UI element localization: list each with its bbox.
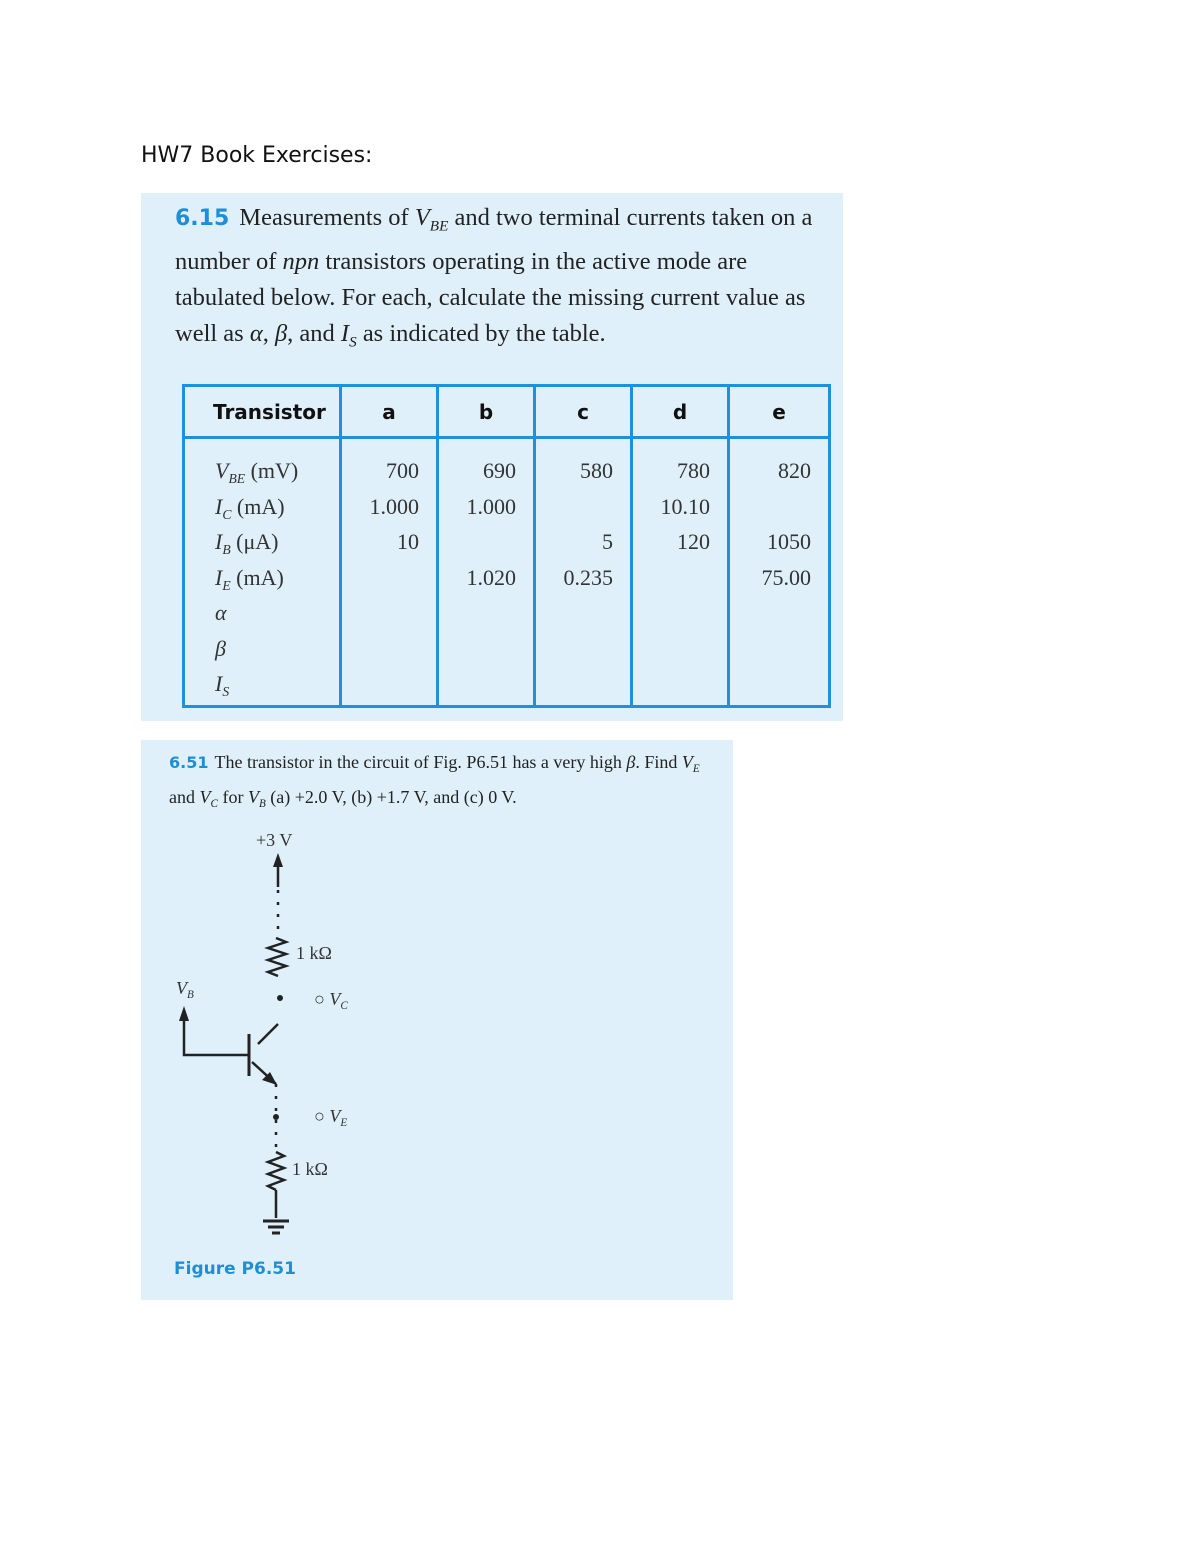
vb-arrow-icon (179, 1006, 189, 1021)
supply-label: +3 V (256, 830, 293, 850)
vc-label: ○ $V_C$ (314, 989, 348, 1012)
header-col-d: d (632, 386, 729, 438)
problem-number: 6.15 (175, 206, 230, 231)
r-bottom-label: 1 kΩ (292, 1159, 328, 1179)
cell: 0.235 (563, 564, 613, 590)
label-alpha: α (215, 600, 227, 625)
cell: 820 (778, 458, 811, 483)
cell: 5 (602, 529, 613, 554)
label-vbe: $V_{BE}$ (mV) (215, 458, 299, 486)
collector-lead (258, 1024, 278, 1044)
cell: 1.000 (466, 493, 516, 519)
base-wire (184, 1020, 249, 1055)
label-beta: β (215, 635, 226, 661)
emitter-node (273, 1114, 279, 1120)
label-ic: $I_C$ (mA) (215, 493, 285, 522)
vb-label: $V_B$ (176, 978, 194, 1001)
ve-label: ○ $V_E$ (314, 1106, 348, 1129)
cell: 580 (580, 458, 613, 483)
cell: 75.00 (761, 564, 811, 590)
resistor-top-icon (268, 938, 286, 976)
cell: 120 (677, 529, 710, 554)
page-heading: HW7 Book Exercises: (141, 143, 373, 168)
cell: 1.020 (466, 564, 516, 590)
header-transistor: Transistor (184, 386, 341, 438)
header-col-a: a (341, 386, 438, 438)
r-top-label: 1 kΩ (296, 943, 332, 963)
collector-node (277, 995, 283, 1001)
header-col-e: e (729, 386, 830, 438)
cell: 1050 (767, 529, 811, 554)
header-col-b: b (438, 386, 535, 438)
problem-6-51-text: 6.51 The transistor in the circuit of Fig. P6.51 has a very high β. Find $V_E$ and $V_C$ for $V_B$ (a) +2.0 V, (b) +1.7 V, and (c) 0 V. (169, 752, 700, 810)
cell: 780 (677, 458, 710, 483)
header-col-c: c (535, 386, 632, 438)
supply-arrow-icon (273, 853, 283, 867)
problem-6-15-text: 6.15 Measurements of $V_{BE}$ and two terminal currents taken on a number of npn transistors operating in the active mode are tabulated below. For each, calculate the missing current value as well as α, β, and $I_S$ as indicated by the table. (175, 204, 813, 351)
label-ie: $I_E$ (mA) (215, 564, 284, 593)
cell: 10.10 (660, 493, 710, 519)
problem-number: 6.51 (169, 753, 209, 772)
label-ib: $I_B$ (μA) (215, 529, 279, 557)
cell: 690 (483, 458, 516, 483)
cell: 10 (397, 529, 419, 554)
cell: 700 (386, 458, 419, 483)
figure-caption: Figure P6.51 (174, 1259, 296, 1279)
cell: 1.000 (369, 493, 419, 519)
label-is: $I_S$ (215, 671, 230, 699)
resistor-bottom-icon (268, 1152, 284, 1190)
